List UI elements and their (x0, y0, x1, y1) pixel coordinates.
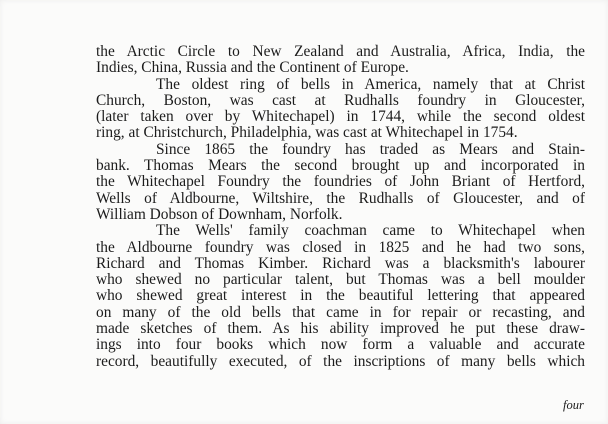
text-line-11: William Dobson of Downham, Norfolk. (96, 205, 343, 223)
text-line-1: the Arctic Circle to New Zealand and Australia, Africa, India, the (96, 43, 585, 60)
text-line-18: made sketches of them. As his ability improved he put these draw- (96, 320, 585, 338)
text-line-13: the Aldbourne foundry was closed in 1825 and he had two sons, (96, 238, 585, 256)
text-line-10: Wells of Aldbourne, Wiltshire, the Rudhalls of Gloucester, and of (96, 189, 585, 207)
text-line-7: Since 1865 the foundry has traded as Mears and Stain- (156, 140, 585, 158)
text-line-12: The Wells' family coachman came to Whitechapel when (156, 222, 585, 240)
text-line-2: Indies, China, Russia and the Continent of Europe. (96, 59, 409, 77)
text-line-4: Church, Boston, was cast at Rudhalls foundry in Gloucester, (96, 91, 585, 109)
text-line-8: bank. Thomas Mears the second brought up and incorporated in (96, 157, 585, 175)
text-line-17: on many of the old bells that came in for repair or recasting, and (96, 303, 585, 321)
text-line-16: who shewed great interest in the beautiful lettering that appeared (96, 287, 585, 305)
text-line-14: Richard and Thomas Kimber. Richard was a blacksmith's labourer (96, 254, 585, 272)
text-line-5: (later taken over by Whitechapel) in 1744, while the second oldest (96, 108, 585, 126)
text-line-20: record, beautifully executed, of the inscriptions of many bells which (96, 352, 585, 370)
text-line-3: The oldest ring of bells in America, namely that at Christ (156, 75, 585, 93)
text-line-19: ings into four books which now form a valuable and accurate (96, 336, 585, 354)
page-number: four (563, 398, 584, 412)
text-line-9: the Whitechapel Foundry the foundries of John Briant of Hertford, (96, 173, 585, 191)
body-text (96, 44, 585, 370)
text-line-6: ring, at Christchurch, Philadelphia, was cast at Whitechapel in 1754. (96, 124, 518, 142)
text-line-15: who shewed no particular talent, but Thomas was a bell moulder (96, 271, 585, 289)
